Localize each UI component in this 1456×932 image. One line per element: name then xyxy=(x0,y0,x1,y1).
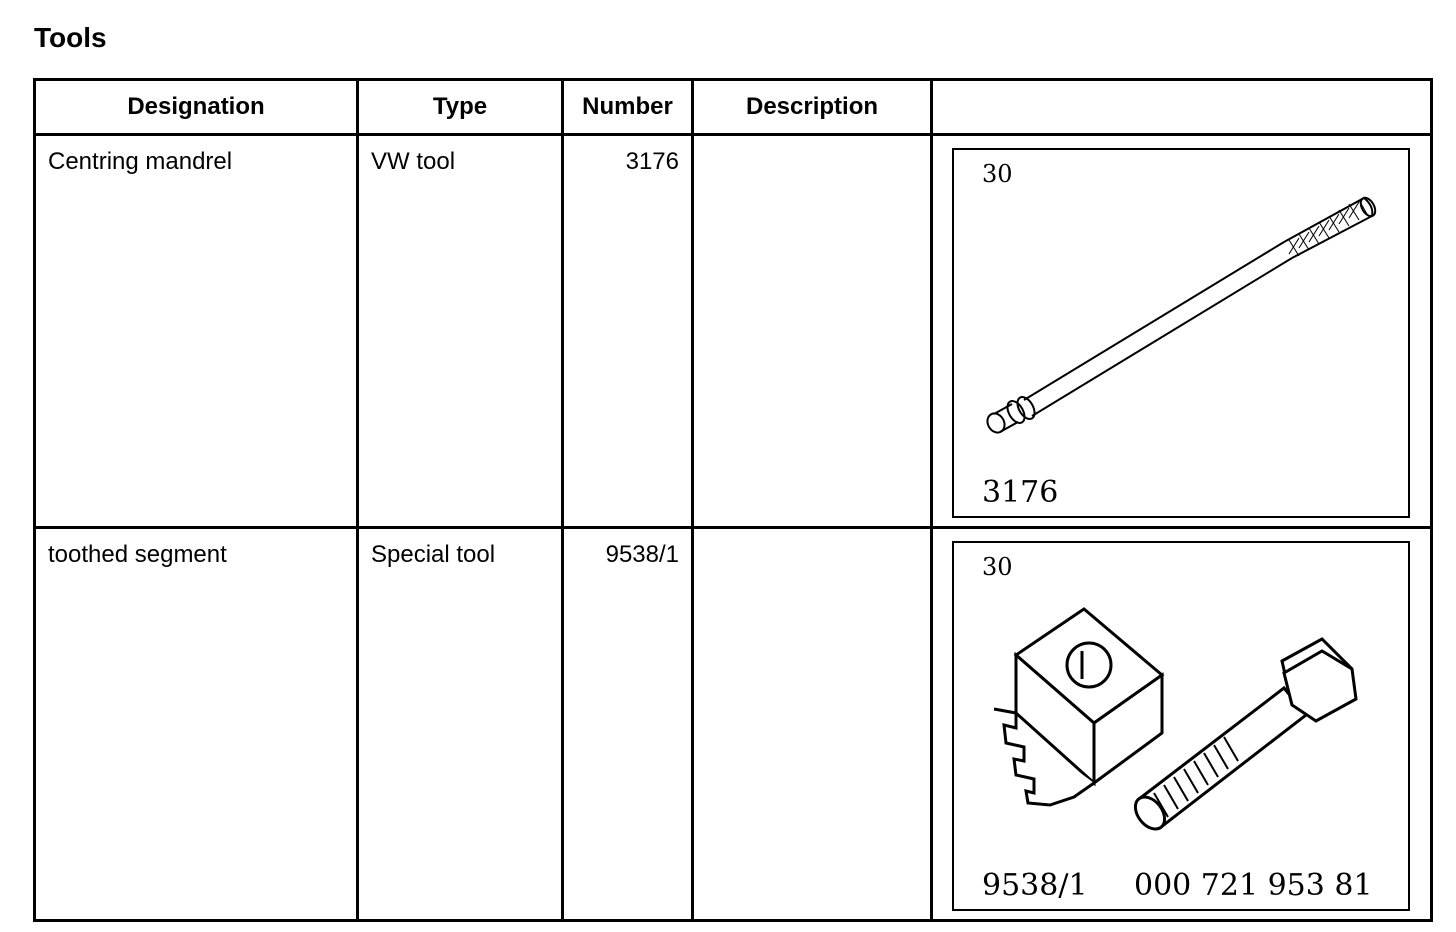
table-header-row xyxy=(35,80,1432,135)
header-description: Description xyxy=(693,80,932,135)
image-cell xyxy=(932,528,1432,921)
number-text: 9538/1 xyxy=(605,541,679,568)
page-title: Tools xyxy=(34,22,107,53)
description-text xyxy=(694,529,930,541)
tool-illustration-toothed-segment xyxy=(952,541,1410,911)
type-cell xyxy=(358,528,563,921)
designation-cell xyxy=(35,528,358,921)
figure-part-number: 9538/1 xyxy=(982,868,1088,903)
image-cell xyxy=(932,135,1432,528)
header-number: Number xyxy=(563,80,693,135)
number-text: 3176 xyxy=(625,148,679,175)
tools-table xyxy=(33,78,1433,922)
figure-top-label: 30 xyxy=(982,553,1013,581)
figure-order-number: 000 721 953 81 xyxy=(1134,868,1373,903)
number-cell xyxy=(563,528,693,921)
number-cell xyxy=(563,135,693,528)
centring-mandrel-drawing xyxy=(954,150,1408,516)
designation-text: Centring mandrel xyxy=(48,148,233,175)
figure-part-number: 3176 xyxy=(982,475,1059,510)
designation-cell xyxy=(35,135,358,528)
header-type: Type xyxy=(358,80,563,135)
type-text: VW tool xyxy=(371,148,456,175)
table-row xyxy=(35,135,1432,528)
description-cell xyxy=(693,528,932,921)
tool-illustration-centring-mandrel xyxy=(952,148,1410,518)
toothed-segment-drawing xyxy=(954,543,1408,909)
header-image xyxy=(932,80,1432,135)
type-cell xyxy=(358,135,563,528)
designation-text: toothed segment xyxy=(48,541,227,568)
header-designation: Designation xyxy=(35,80,358,135)
type-text: Special tool xyxy=(371,541,496,568)
figure-top-label: 30 xyxy=(982,160,1013,188)
table-row xyxy=(35,528,1432,921)
description-cell xyxy=(693,135,932,528)
description-text xyxy=(694,136,930,148)
